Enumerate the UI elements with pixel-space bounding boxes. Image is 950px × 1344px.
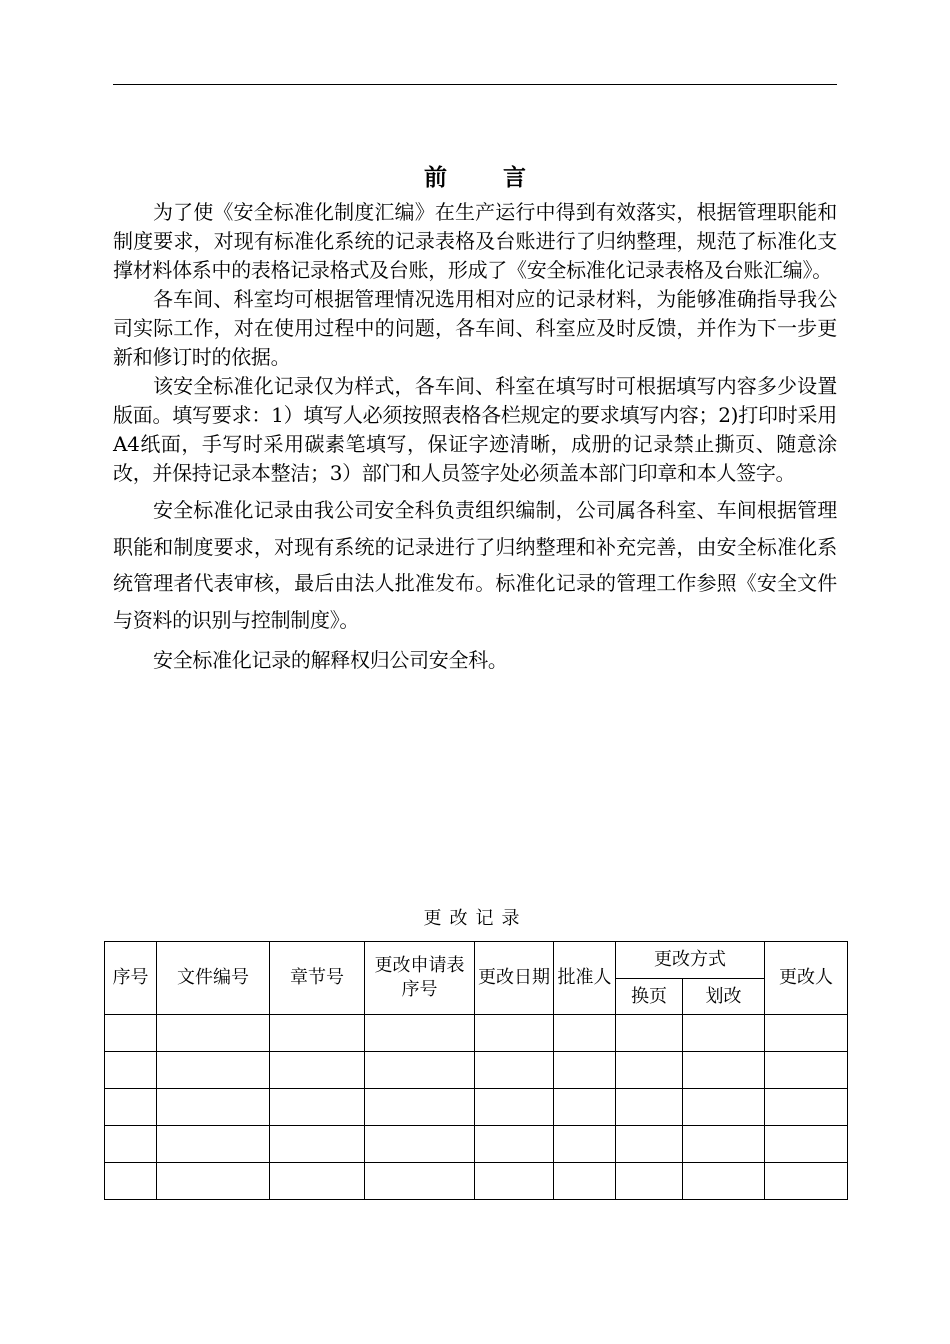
table-cell bbox=[365, 1015, 475, 1052]
preface-paragraph-2: 各车间、科室均可根据管理情况选用相对应的记录材料，为能够准确指导我公司实际工作，对在使用过程中的问题，各车间、科室应及时反馈，并作为下一步更新和修订时的依据。 bbox=[113, 287, 837, 369]
table-row bbox=[105, 1163, 848, 1200]
table-cell bbox=[105, 1015, 157, 1052]
table-cell bbox=[683, 1015, 765, 1052]
header-approver: 批准人 bbox=[554, 942, 616, 1015]
table-cell bbox=[765, 1126, 848, 1163]
table-cell bbox=[616, 1089, 683, 1126]
table-cell bbox=[157, 1126, 270, 1163]
table-row bbox=[105, 1015, 848, 1052]
table-cell bbox=[765, 1163, 848, 1200]
header-date: 更改日期 bbox=[475, 942, 554, 1015]
table-cell bbox=[554, 1015, 616, 1052]
header-method-edit: 划改 bbox=[683, 979, 765, 1015]
table-cell bbox=[475, 1126, 554, 1163]
table-row bbox=[105, 1126, 848, 1163]
header-method: 更改方式 bbox=[616, 942, 765, 979]
table-cell bbox=[365, 1126, 475, 1163]
table-cell bbox=[683, 1052, 765, 1089]
table-cell bbox=[475, 1015, 554, 1052]
table-cell bbox=[616, 1015, 683, 1052]
preface-paragraph-5: 安全标准化记录的解释权归公司安全科。 bbox=[153, 648, 508, 672]
header-seq: 序号 bbox=[105, 942, 157, 1015]
table-cell bbox=[157, 1015, 270, 1052]
table-cell bbox=[765, 1015, 848, 1052]
table-cell bbox=[270, 1089, 365, 1126]
table-cell bbox=[270, 1163, 365, 1200]
header-changer: 更改人 bbox=[765, 942, 848, 1015]
header-rule bbox=[113, 84, 837, 85]
table-cell bbox=[157, 1089, 270, 1126]
table-cell bbox=[270, 1052, 365, 1089]
table-cell bbox=[157, 1052, 270, 1089]
table-cell bbox=[616, 1126, 683, 1163]
preface-paragraph-3: 该安全标准化记录仅为样式，各车间、科室在填写时可根据填写内容多少设置版面。填写要求：1）填写人必须按照表格各栏规定的要求填写内容；2)打印时采用A4纸面，手写时采用碳素笔填写，保证字迹清晰，成册的记录禁止撕页、随意涂改，并保持记录本整洁；3）部门和人员签字处必须盖本部门印章和本人签字。 bbox=[113, 374, 837, 485]
table-cell bbox=[554, 1052, 616, 1089]
table-cell bbox=[616, 1163, 683, 1200]
table-cell bbox=[683, 1089, 765, 1126]
header-doc-no: 文件编号 bbox=[157, 942, 270, 1015]
table-cell bbox=[765, 1052, 848, 1089]
table-cell bbox=[616, 1052, 683, 1089]
table-cell bbox=[105, 1052, 157, 1089]
table-cell bbox=[765, 1089, 848, 1126]
change-record-table bbox=[104, 941, 848, 1200]
table-cell bbox=[365, 1052, 475, 1089]
table-row bbox=[105, 1089, 848, 1126]
change-record-title: 更改记录 bbox=[423, 908, 528, 929]
header-chapter: 章节号 bbox=[270, 942, 365, 1015]
table-cell bbox=[554, 1089, 616, 1126]
table-cell bbox=[270, 1126, 365, 1163]
header-method-replace: 换页 bbox=[616, 979, 683, 1015]
table-header-row bbox=[105, 942, 848, 979]
table-cell bbox=[475, 1052, 554, 1089]
table-cell bbox=[554, 1126, 616, 1163]
table-cell bbox=[365, 1089, 475, 1126]
table-cell bbox=[683, 1126, 765, 1163]
table-row bbox=[105, 1052, 848, 1089]
table-cell bbox=[157, 1163, 270, 1200]
table-cell bbox=[105, 1126, 157, 1163]
table-cell bbox=[475, 1089, 554, 1126]
table-cell bbox=[270, 1015, 365, 1052]
table-cell bbox=[683, 1163, 765, 1200]
page-title: 前言 bbox=[424, 164, 582, 191]
preface-paragraph-4: 安全标准化记录由我公司安全科负责组织编制，公司属各科室、车间根据管理职能和制度要求，对现有系统的记录进行了归纳整理和补充完善，由安全标准化系统管理者代表审核，最后由法人批准发布。标准化记录的管理工作参照《安全文件与资料的识别与控制制度》。 bbox=[113, 498, 837, 632]
table-cell bbox=[475, 1163, 554, 1200]
table-cell bbox=[365, 1163, 475, 1200]
table-cell bbox=[105, 1163, 157, 1200]
table-cell bbox=[105, 1089, 157, 1126]
header-request-no: 更改申请表序号 bbox=[365, 942, 475, 1015]
preface-body bbox=[113, 198, 837, 679]
table-cell bbox=[554, 1163, 616, 1200]
preface-paragraph-1: 为了使《安全标准化制度汇编》在生产运行中得到有效落实，根据管理职能和制度要求，对现有标准化系统的记录表格及台账进行了归纳整理，规范了标准化支撑材料体系中的表格记录格式及台账，形成了《安全标准化记录表格及台账汇编》。 bbox=[113, 200, 837, 282]
